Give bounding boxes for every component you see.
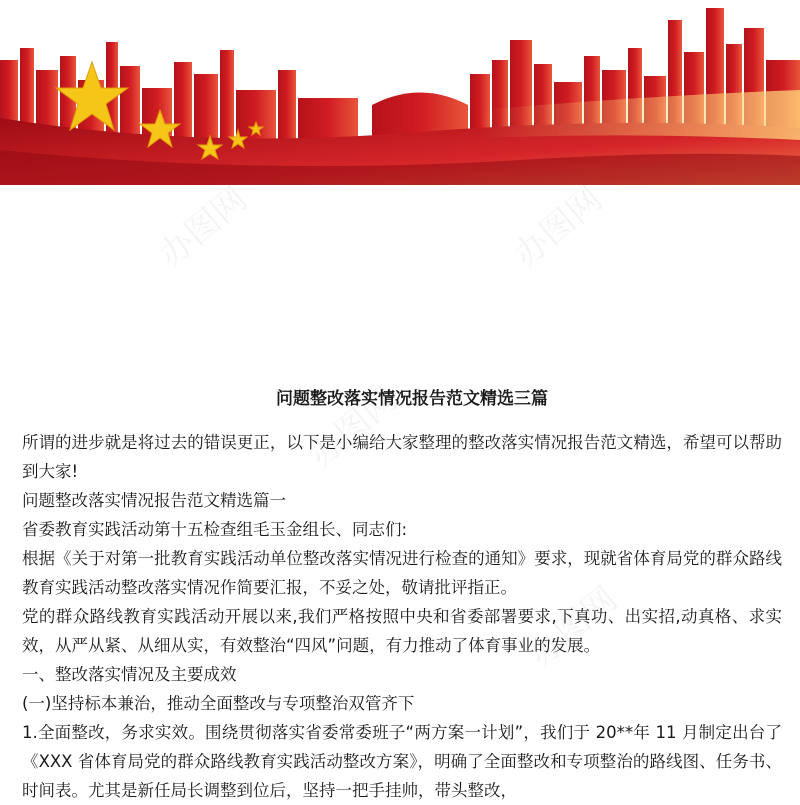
document-title: 问题整改落实情况报告范文精选三篇 xyxy=(276,389,548,409)
paragraph-section-heading: 问题整改落实情况报告范文精选篇一 xyxy=(22,491,286,510)
paragraph: 党的群众路线教育实践活动开展以来,我们严格按照中央和省委部署要求,下真功、出实招,动真格、求实效，从严从紧、从细从实，有效整治“四风”问题，有力推动了体育事业的发展。 xyxy=(22,607,782,655)
watermark xyxy=(146,173,256,276)
paragraph-salutation: 省委教育实践活动第十五检查组毛玉金组长、同志们: xyxy=(22,520,408,539)
paragraph: 根据《关于对第一批教育实践活动单位整改落实情况进行检查的通知》要求，现就省体育局党的群众路线教育实践活动整改落实情况作简要汇报，不妥之处，敬请批评指正。 xyxy=(22,549,782,597)
paragraph-intro: 所谓的进步就是将过去的错误更正，以下是小编给大家整理的整改落实情况报告范文精选，希望可以帮助到大家! xyxy=(22,433,782,481)
city-skyline-banner xyxy=(0,0,800,185)
document-body xyxy=(22,388,782,805)
paragraph-heading: 一、整改落实情况及主要成效 xyxy=(22,665,237,684)
paragraph: 1.全面整改，务求实效。围绕贯彻落实省委常委班子“两方案一计划”，我们于 20**年 11 月制定出台了《XXX 省体育局党的群众路线教育实践活动整改方案》，明确了全面整改和专项整治的路线图、任务书、时间表。尤其是新任局长调整到位后，坚持一把手挂帅，带头整改， xyxy=(22,723,782,800)
header-banner xyxy=(0,0,800,185)
watermark xyxy=(501,173,611,276)
paragraph-subheading: (一)坚持标本兼治，推动全面整改与专项整治双管齐下 xyxy=(22,694,415,713)
